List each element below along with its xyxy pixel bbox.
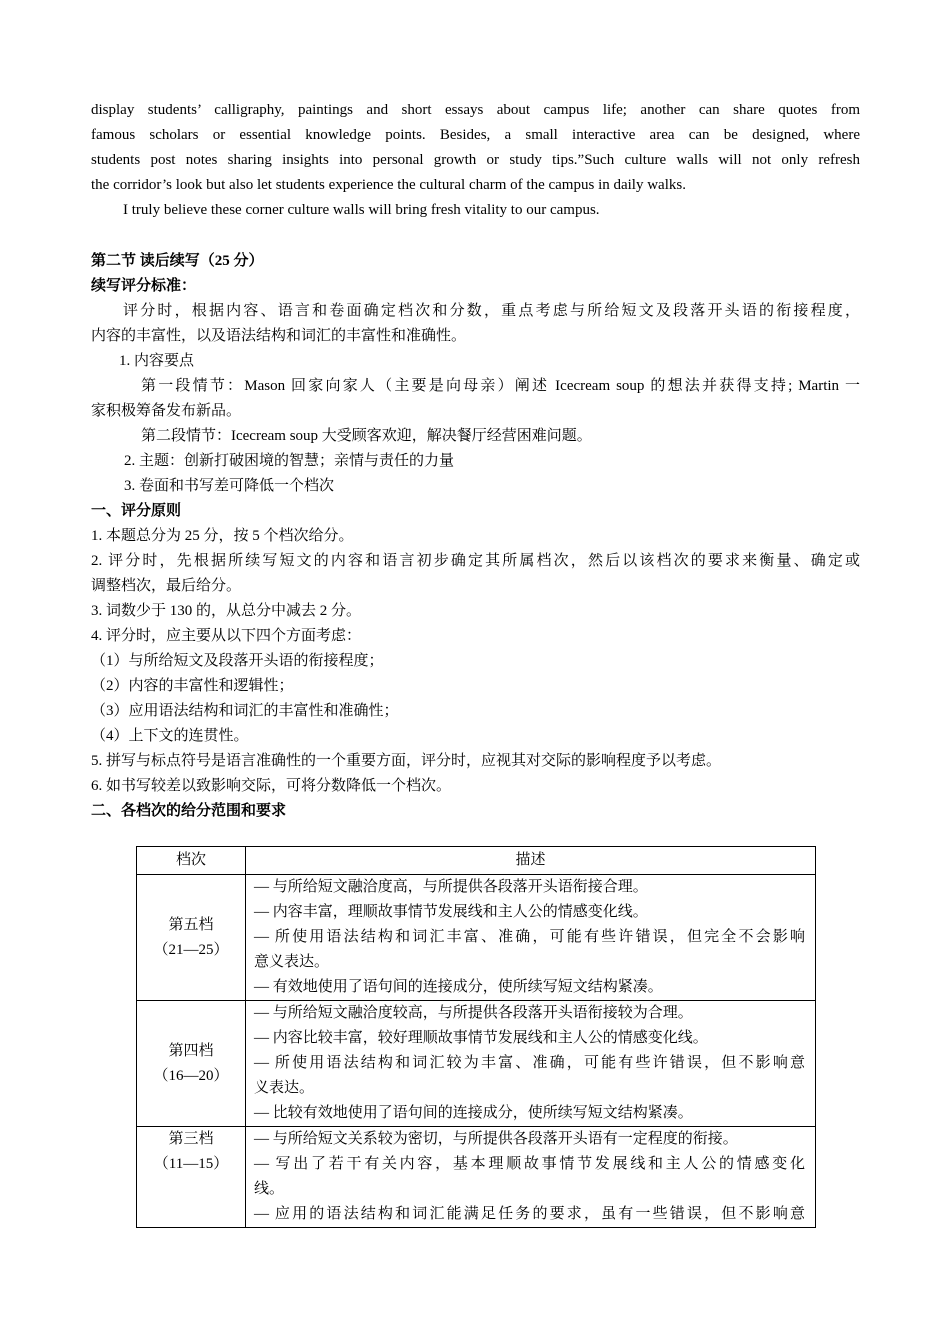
principle-4: 4. 评分时，应主要从以下四个方面考虑：: [91, 628, 362, 644]
principle-4-sub2: （2）内容的丰富性和逻辑性；: [91, 678, 294, 694]
essay-line-3: students post notes sharing insights into personal growth or study tips.”Such culture walls will not only refresh: [91, 152, 860, 168]
principle-4-sub4: （4）上下文的连贯性。: [91, 728, 249, 744]
content-points-title: 1. 内容要点: [119, 353, 195, 369]
spacer: [91, 223, 860, 249]
document-page: [91, 98, 860, 824]
criteria-intro-line2: 内容的丰富性，以及语法结构和词汇的丰富性和准确性。: [91, 328, 467, 344]
desc-line: — 内容丰富，理顺故事情节发展线和主人公的情感变化线。: [254, 904, 648, 920]
desc-line: — 有效地使用了语句间的连接成分，使所续写短文结构紧凑。: [254, 979, 663, 995]
principle-3: 3. 词数少于 130 的，从总分中减去 2 分。: [91, 603, 362, 619]
level-name: 第五档: [168, 916, 214, 933]
desc-line: — 与所给短文融洽度较高，与所提供各段落开头语衔接较为合理。: [254, 1005, 693, 1021]
theme-point: 2. 主题：创新打破困境的智慧；亲情与责任的力量: [124, 453, 455, 469]
criteria-title: 续写评分标准：: [91, 278, 197, 294]
desc-line: — 写出了若干有关内容，基本理顺故事情节发展线和主人公的情感变化: [254, 1156, 805, 1172]
desc-line: 线。: [254, 1181, 285, 1197]
desc-line: — 与所给短文关系较为密切，与所提供各段落开头语有一定程度的衔接。: [254, 1131, 738, 1147]
essay-closing: I truly believe these corner culture walls will bring fresh vitality to our campus.: [123, 202, 600, 218]
principle-5: 5. 拼写与标点符号是语言准确性的一个重要方面，评分时，应视其对交际的影响程度予以考虑。: [91, 753, 722, 769]
desc-line: — 所使用语法结构和词汇丰富、准确，可能有些许错误，但完全不会影响: [254, 929, 805, 945]
desc-line: — 所使用语法结构和词汇较为丰富、准确，可能有些许错误，但不影响意: [254, 1055, 805, 1071]
ranges-title: 二、各档次的给分范围和要求: [91, 803, 287, 819]
handwriting-point: 3. 卷面和书写差可降低一个档次: [124, 478, 335, 494]
table-row: [137, 1127, 816, 1228]
plot-para2: 第二段情节：Icecream soup 大受顾客欢迎，解决餐厅经营困难问题。: [141, 428, 592, 444]
level-name: 第三档: [168, 1131, 214, 1147]
criteria-intro-line1: 评分时，根据内容、语言和卷面确定档次和分数，重点考虑与所给短文及段落开头语的衔接程度，: [123, 303, 860, 319]
description-cell: [246, 1001, 816, 1127]
desc-line: — 比较有效地使用了语句间的连接成分，使所续写短文结构紧凑。: [254, 1105, 693, 1121]
header-level: 档次: [137, 847, 246, 875]
table-row: [137, 1001, 816, 1127]
essay-line-1: display students’ calligraphy, paintings and short essays about campus life; another can share quotes from: [91, 102, 860, 118]
level-cell: [137, 1127, 246, 1228]
level-range: （11—15）: [153, 1156, 229, 1172]
level-name: 第四档: [168, 1042, 214, 1059]
principle-2-line1: 2. 评分时，先根据所续写短文的内容和语言初步确定其所属档次，然后以该档次的要求来衡量、确定或: [91, 553, 860, 569]
essay-line-4: the corridor’s look but also let students experience the cultural charm of the campus in daily walks.: [91, 177, 686, 193]
desc-line: 意义表达。: [254, 954, 330, 970]
level-range: （16—20）: [153, 1067, 229, 1084]
description-cell: [246, 875, 816, 1001]
essay-line-2: famous scholars or essential knowledge points. Besides, a small interactive area can be designed, where: [91, 127, 860, 143]
level-cell: [137, 875, 246, 1001]
table-row: [137, 875, 816, 1001]
principle-6: 6. 如书写较差以致影响交际，可将分数降低一个档次。: [91, 778, 452, 794]
grading-table: [136, 846, 816, 1228]
table-header-row: [137, 847, 816, 875]
level-range: （21—25）: [153, 941, 229, 958]
principles-title: 一、评分原则: [91, 503, 182, 519]
desc-line: — 内容比较丰富，较好理顺故事情节发展线和主人公的情感变化线。: [254, 1030, 708, 1046]
level-cell: [137, 1001, 246, 1127]
desc-line: — 应用的语法结构和词汇能满足任务的要求，虽有一些错误，但不影响意: [254, 1206, 805, 1222]
section-heading: 第二节 读后续写（25 分）: [91, 253, 264, 269]
principle-1: 1. 本题总分为 25 分，按 5 个档次给分。: [91, 528, 354, 544]
principle-2-line2: 调整档次，最后给分。: [91, 578, 242, 594]
plot-para1-line2: 家积极筹备发布新品。: [91, 403, 242, 419]
principle-4-sub1: （1）与所给短文及段落开头语的衔接程度；: [91, 653, 384, 669]
header-description: 描述: [246, 847, 816, 875]
principle-4-sub3: （3）应用语法结构和词汇的丰富性和准确性；: [91, 703, 399, 719]
desc-line: — 与所给短文融洽度高，与所提供各段落开头语衔接合理。: [254, 879, 648, 895]
desc-line: 义表达。: [254, 1080, 315, 1096]
description-cell: [246, 1127, 816, 1228]
plot-para1-line1: 第一段情节：Mason 回家向家人（主要是向母亲）阐述 Icecream soup 的想法并获得支持; Martin 一: [141, 378, 860, 394]
